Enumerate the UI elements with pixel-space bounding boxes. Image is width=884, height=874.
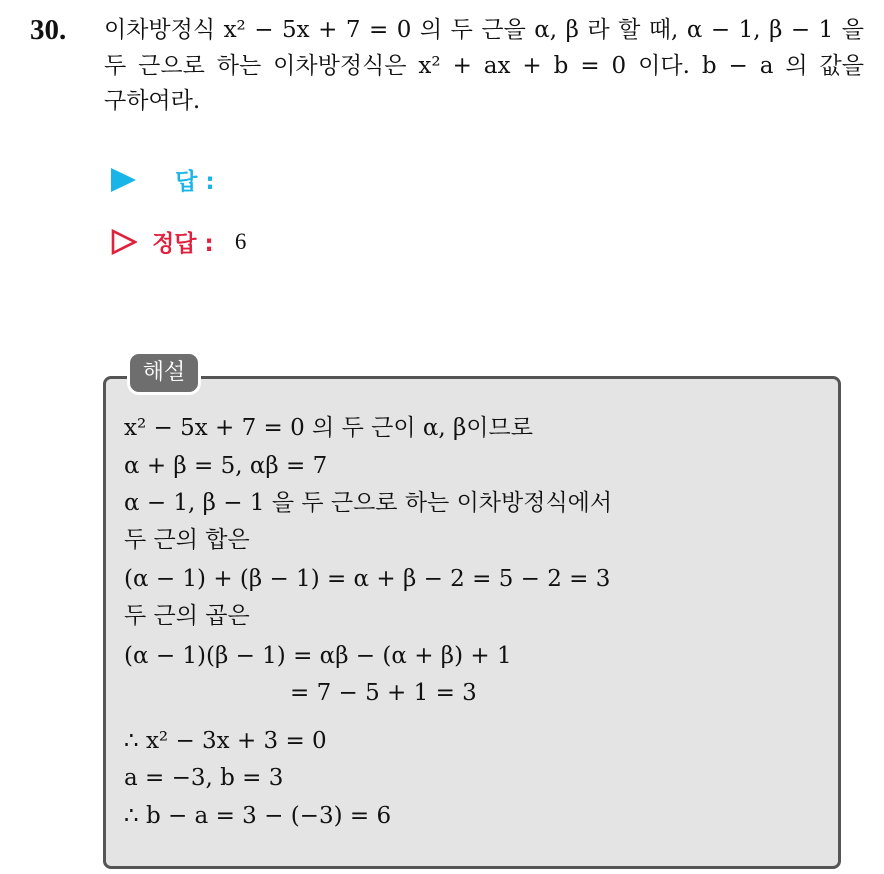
answer-row	[111, 163, 215, 196]
solution-line: α − 1, β − 1 을 두 근으로 하는 이차방정식에서	[124, 490, 613, 516]
correct-answer-value: 6	[234, 228, 247, 254]
correct-answer-label: 정답 :	[152, 231, 214, 257]
solution-line: α + β = 5, αβ = 7	[124, 453, 328, 479]
correct-answer-row	[111, 225, 246, 258]
solution-line: = 7 − 5 + 1 = 3	[290, 680, 477, 706]
solution-line: 두 근의 합은	[124, 527, 250, 553]
question-line: 이차방정식 x² − 5x + 7 = 0 의 두 근을 α, β 라 할 때, α − 1, β − 1 을	[104, 17, 864, 43]
question-number: 30.	[30, 14, 67, 46]
question-text	[104, 13, 864, 120]
solution-line: ∴ x² − 3x + 3 = 0	[124, 728, 327, 754]
solution-line: (α − 1) + (β − 1) = α + β − 2 = 5 − 2 = 3	[124, 566, 611, 592]
solution-tab: 해설	[127, 351, 201, 395]
question-line: 두 근으로 하는 이차방정식은 x² + ax + b = 0 이다. b − a 의 값을	[104, 52, 864, 79]
filled-triangle-icon	[111, 168, 136, 192]
question-line: 구하여라.	[104, 88, 201, 114]
solution-line: a = −3, b = 3	[124, 765, 284, 791]
solution-line: x² − 5x + 7 = 0 의 두 근이 α, β이므로	[124, 415, 533, 441]
outline-triangle-icon	[111, 229, 137, 255]
solution-line: ∴ b − a = 3 − (−3) = 6	[124, 803, 392, 829]
answer-label: 답 :	[175, 169, 215, 195]
solution-line: 두 근의 곱은	[124, 603, 250, 629]
solution-line: (α − 1)(β − 1) = αβ − (α + β) + 1	[124, 643, 512, 669]
